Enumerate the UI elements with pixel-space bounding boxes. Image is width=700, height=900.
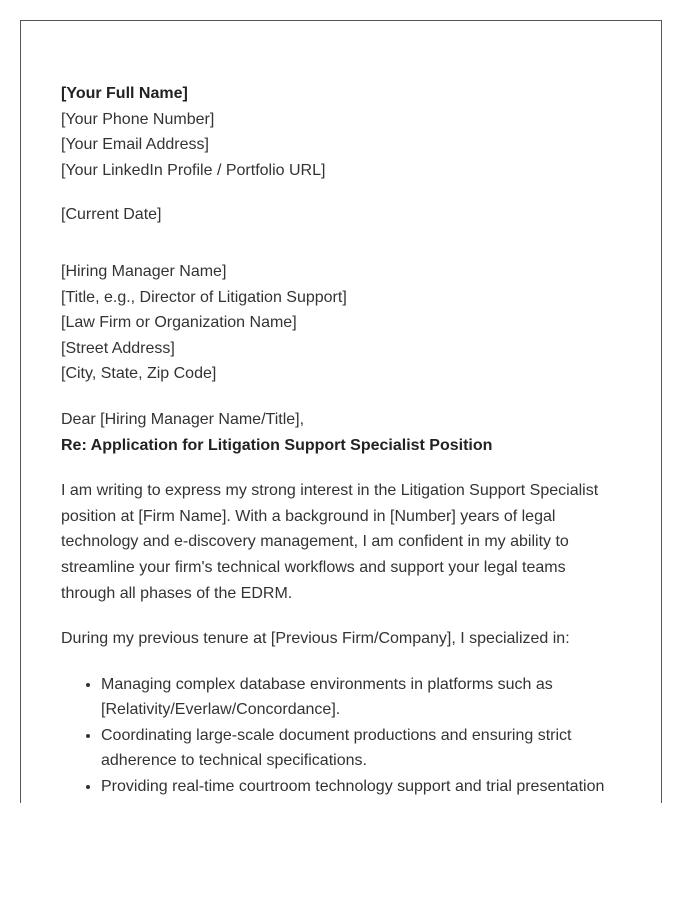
letter-date: [Current Date] [61, 206, 162, 224]
recipient-title: [Title, e.g., Director of Litigation Support] [61, 288, 347, 306]
sender-block [61, 81, 621, 183]
letter-content [61, 81, 621, 800]
list-item: • Managing complex database environments in platforms such as [Relativity/Everlaw/Concordance]. [101, 672, 621, 723]
skills-list [61, 672, 621, 800]
date-block [61, 202, 621, 228]
sender-name: [Your Full Name] [61, 85, 188, 102]
list-item: • Coordinating large-scale document productions and ensuring strict adherence to technical specifications. [101, 723, 621, 774]
body-paragraph: I am writing to express my strong interest in the Litigation Support Specialist position at [Firm Name]. With a background in [Number] years of legal technology and e-discovery management, I am confident in my ability to streamline your firm's technical workflows and support your legal teams through all phases of the EDRM. [61, 482, 599, 602]
body-paragraph: During my previous tenure at [Previous Firm/Company], I specialized in: [61, 630, 570, 648]
sender-profile: [Your LinkedIn Profile / Portfolio URL] [61, 161, 326, 179]
recipient-city: [City, State, Zip Code] [61, 365, 217, 383]
salutation: Dear [Hiring Manager Name/Title], [61, 410, 305, 428]
recipient-organization: [Law Firm or Organization Name] [61, 314, 297, 332]
recipient-name: [Hiring Manager Name] [61, 262, 227, 280]
sender-phone: [Your Phone Number] [61, 110, 215, 128]
sender-email: [Your Email Address] [61, 136, 209, 154]
letter-page [20, 20, 662, 803]
list-item: • Providing real-time courtroom technology support and trial presentation [101, 774, 621, 800]
subject-line: Re: Application for Litigation Support Specialist Position [61, 436, 493, 454]
salutation-block [61, 407, 621, 458]
recipient-block [61, 259, 621, 387]
recipient-street: [Street Address] [61, 339, 175, 357]
